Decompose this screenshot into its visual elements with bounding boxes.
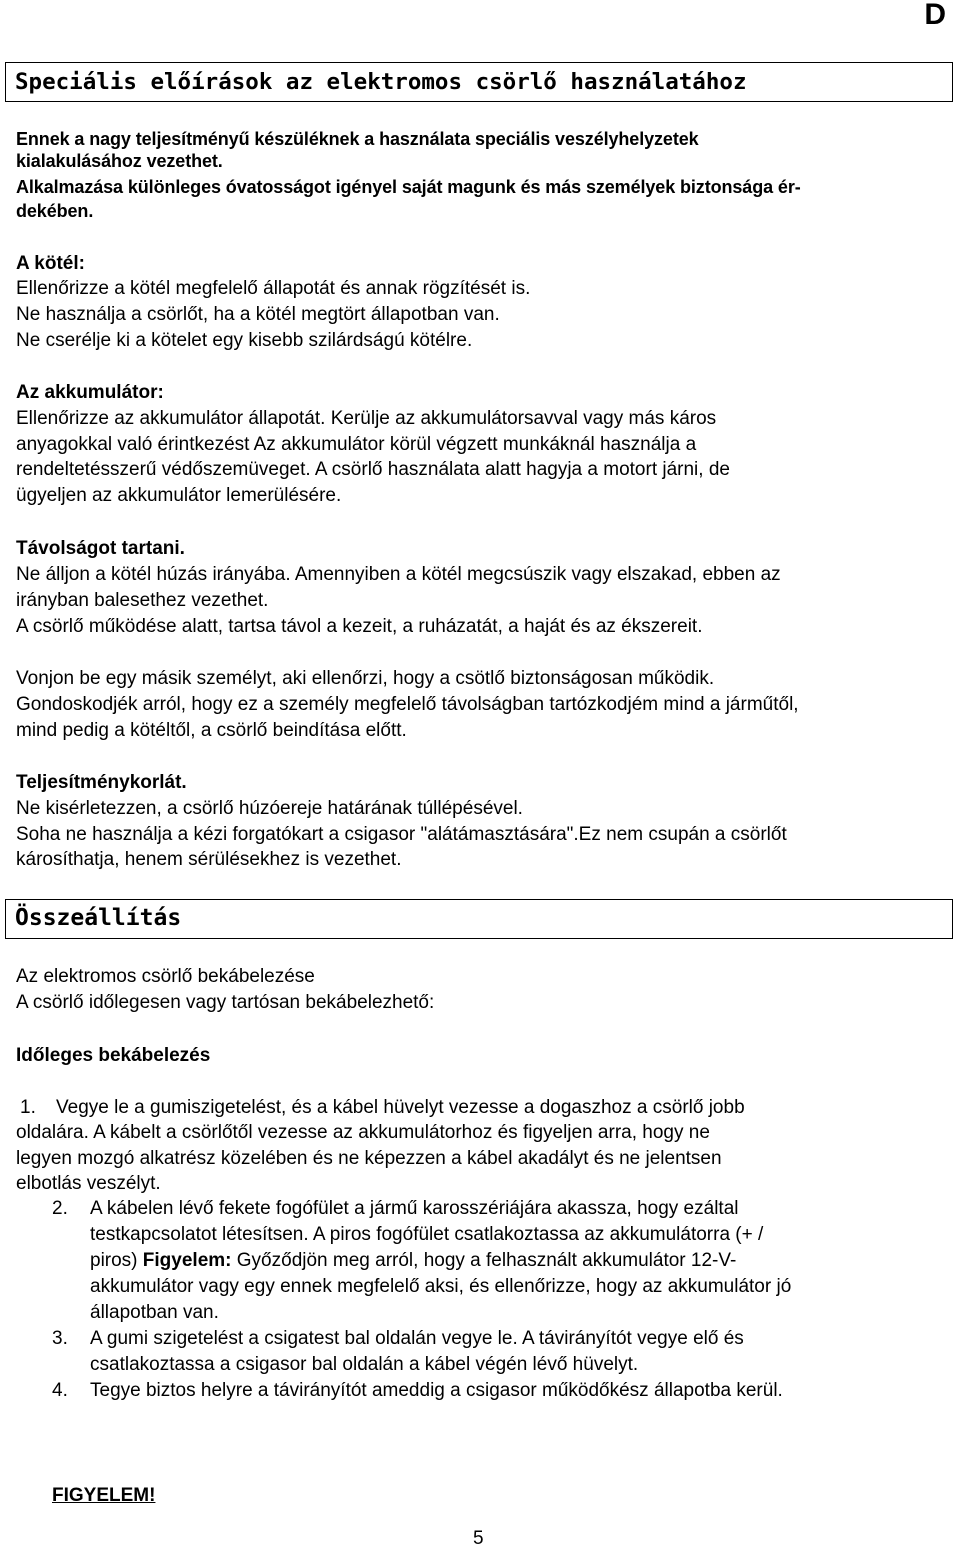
warning-heading: FIGYELEM! bbox=[52, 1485, 156, 1506]
step-line: elbotlás veszélyt. bbox=[16, 1173, 161, 1194]
limit-line: károsíthatja, henem sérülésekhez is vezethet. bbox=[16, 849, 402, 870]
intro-line: Ennek a nagy teljesítményű készüléknek a használata speciális veszélyhelyzetek bbox=[16, 129, 699, 149]
rope-heading: A kötél: bbox=[16, 253, 85, 274]
section-title: Speciális előírások az elektromos csörlő használatához bbox=[15, 69, 747, 95]
section-title: Összeállítás bbox=[15, 905, 182, 931]
step-number: 1. bbox=[20, 1097, 36, 1118]
page-number: 5 bbox=[473, 1528, 484, 1549]
helper-line: Vonjon be egy másik személyt, aki ellenőrzi, hogy a csötlő biztonságosan működik. bbox=[16, 668, 715, 689]
language-marker: D bbox=[924, 0, 946, 31]
rope-line: Ellenőrizze a kötél megfelelő állapotát és annak rögzítését is. bbox=[16, 278, 531, 299]
step-number: 2. bbox=[52, 1198, 68, 1219]
step-line: Vegye le a gumiszigetelést, és a kábel hüvelyt vezesse a dogaszhoz a csörlő jobb bbox=[56, 1097, 745, 1118]
step-number: 3. bbox=[52, 1328, 68, 1349]
distance-line: A csörlő működése alatt, tartsa távol a kezeit, a ruházatát, a haját és az ékszereit. bbox=[16, 616, 703, 637]
step-line: állapotban van. bbox=[90, 1302, 219, 1323]
step-line: A kábelen lévő fekete fogófület a jármű karosszériájára akassza, hogy ezáltal bbox=[90, 1198, 739, 1219]
intro-line: dekében. bbox=[16, 201, 94, 221]
wiring-line: Az elektromos csörlő bekábelezése bbox=[16, 966, 315, 987]
step-line: A gumi szigetelést a csigatest bal oldalán vegye le. A távirányítót vegye elő és bbox=[90, 1328, 744, 1349]
rope-line: Ne cserélje ki a kötelet egy kisebb szilárdságú kötélre. bbox=[16, 330, 473, 351]
limit-line: Ne kisérletezzen, a csörlő húzóereje határának túllépésével. bbox=[16, 798, 523, 819]
step-line: csatlakoztassa a csigasor bal oldalán a kábel végén lévő hüvelyt. bbox=[90, 1354, 639, 1375]
distance-line: Ne álljon a kötél húzás irányába. Amennyiben a kötél megcsúszik vagy elszakad, ebben az bbox=[16, 564, 781, 585]
battery-heading: Az akkumulátor: bbox=[16, 382, 164, 403]
step-number: 4. bbox=[52, 1380, 68, 1401]
intro-line: Alkalmazása különleges óvatosságot igényel saját magunk és más személyek biztonsága ér- bbox=[16, 177, 801, 197]
temp-wiring-heading: Időleges bekábelezés bbox=[16, 1045, 211, 1066]
limit-heading: Teljesítménykorlát. bbox=[16, 772, 187, 793]
intro-line: kialakulásához vezethet. bbox=[16, 151, 223, 171]
step-text: piros) bbox=[90, 1250, 138, 1271]
warning-label: Figyelem: bbox=[142, 1250, 232, 1271]
step-text: Győződjön meg arról, hogy a felhasznált akkumulátor 12-V- bbox=[236, 1250, 737, 1271]
step-line bbox=[90, 1250, 736, 1272]
rope-line: Ne használja a csörlőt, ha a kötél megtört állapotban van. bbox=[16, 304, 500, 325]
section-header-box bbox=[5, 899, 953, 939]
battery-line: rendeltetésszerű védőszemüveget. A csörlő használata alatt hagyja a motort járni, de bbox=[16, 459, 730, 480]
section-header-box bbox=[5, 62, 953, 102]
helper-line: mind pedig a kötéltől, a csörlő beindítása előtt. bbox=[16, 720, 407, 741]
limit-line: Soha ne használja a kézi forgatókart a csigasor "alátámasztására".Ez nem csupán a csörlőt bbox=[16, 824, 787, 845]
battery-line: anyagokkal való érintkezést Az akkumulátor körül végzett munkáknál használja a bbox=[16, 434, 697, 455]
step-line: legyen mozgó alkatrész közelében és ne képezzen a kábel akadályt és ne jelentsen bbox=[16, 1148, 722, 1169]
distance-line: irányban balesethez vezethet. bbox=[16, 590, 269, 611]
step-line: oldalára. A kábelt a csörlőtől vezesse az akkumulátorhoz és figyeljen arra, hogy ne bbox=[16, 1122, 710, 1143]
step-line: testkapcsolatot létesítsen. A piros fogófület csatlakoztassa az akkumulátorra (+ / bbox=[90, 1224, 764, 1245]
step-line: Tegye biztos helyre a távirányítót ameddig a csigasor működőkész állapotba kerül. bbox=[90, 1380, 783, 1401]
wiring-line: A csörlő időlegesen vagy tartósan bekábelezhető: bbox=[16, 992, 435, 1013]
step-line: akkumulátor vagy egy ennek megfelelő aksi, és ellenőrizze, hogy az akkumulátor jó bbox=[90, 1276, 792, 1297]
battery-line: Ellenőrizze az akkumulátor állapotát. Kerülje az akkumulátorsavval vagy más káros bbox=[16, 408, 717, 429]
battery-line: ügyeljen az akkumulátor lemerülésére. bbox=[16, 485, 342, 506]
distance-heading: Távolságot tartani. bbox=[16, 538, 185, 559]
helper-line: Gondoskodjék arról, hogy ez a személy megfelelő távolságban tartózkodjém mind a járműtől, bbox=[16, 694, 799, 715]
